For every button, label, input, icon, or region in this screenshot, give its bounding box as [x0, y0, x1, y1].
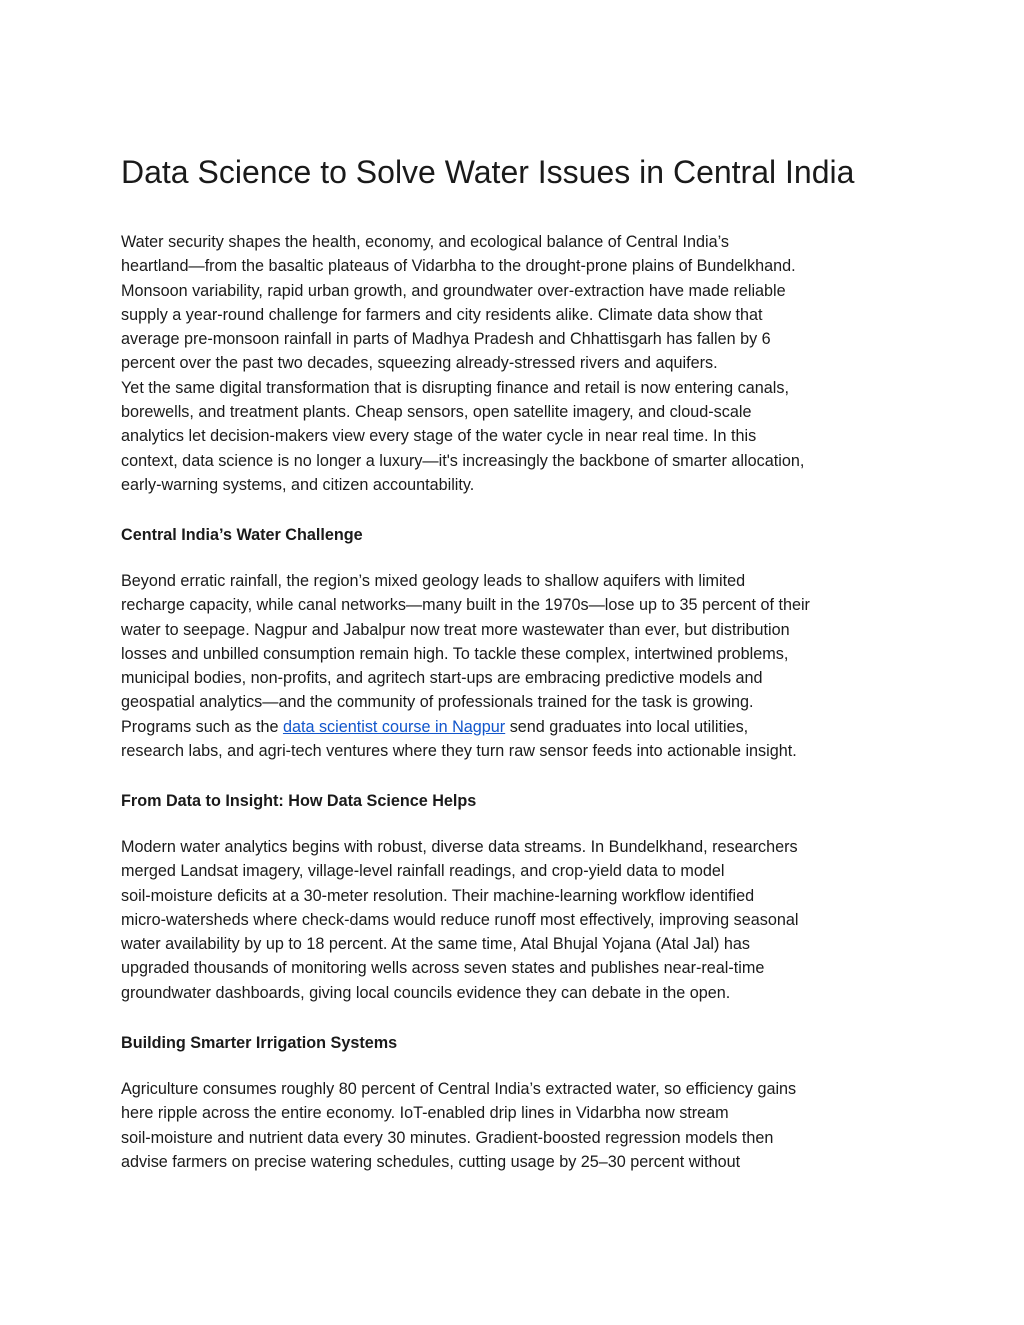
- text-line: analytics let decision-makers view every stage of the water cycle in near real time. In this: [121, 427, 757, 446]
- text-line: merged Landsat imagery, village-level rainfall readings, and crop-yield data to model: [121, 862, 725, 881]
- text-line: borewells, and treatment plants. Cheap sensors, open satellite imagery, and cloud-scale: [121, 403, 752, 422]
- text-line: soil-moisture deficits at a 30-meter resolution. Their machine-learning workflow identified: [121, 886, 755, 905]
- text-line: water to seepage. Nagpur and Jabalpur now treat more wastewater than ever, but distribution: [121, 620, 790, 639]
- text-line: soil-moisture and nutrient data every 30 minutes. Gradient-boosted regression models then: [121, 1128, 774, 1147]
- text-line: Yet the same digital transformation that is disrupting finance and retail is now entering canals,: [121, 378, 789, 397]
- text-line: context, data science is no longer a luxury—it's increasingly the backbone of smarter allocation,: [121, 451, 805, 470]
- intro-paragraph: [121, 230, 804, 497]
- text-line: here ripple across the entire economy. IoT-enabled drip lines in Vidarbha now stream: [121, 1104, 729, 1123]
- section-heading-water-challenge: Central India’s Water Challenge: [121, 526, 363, 544]
- text-line: average pre-monsoon rainfall in parts of Madhya Pradesh and Chhattisgarh has fallen by 6: [121, 330, 771, 349]
- text-line: early-warning systems, and citizen accountability.: [121, 475, 475, 494]
- text-line: Agriculture consumes roughly 80 percent of Central India’s extracted water, so efficiency gains: [121, 1080, 797, 1098]
- text-line: upgraded thousands of monitoring wells across seven states and publishes near-real-time: [121, 959, 765, 978]
- data-to-insight-paragraph: [121, 835, 798, 1005]
- page-title: Data Science to Solve Water Issues in Central India: [121, 154, 855, 190]
- course-link[interactable]: data scientist course in Nagpur: [282, 717, 506, 736]
- text-line: groundwater dashboards, giving local councils evidence they can debate in the open.: [121, 983, 731, 1002]
- text-line: Beyond erratic rainfall, the region’s mixed geology leads to shallow aquifers with limited: [121, 572, 746, 590]
- text-line: Monsoon variability, rapid urban growth, and groundwater over-extraction have made reliable: [121, 281, 786, 300]
- text-line: heartland—from the basaltic plateaus of Vidarbha to the drought-prone plains of Bundelkhand.: [121, 257, 796, 276]
- text-line: supply a year-round challenge for farmers and city residents alike. Climate data show that: [121, 305, 763, 324]
- text-line-with-link: [121, 715, 810, 739]
- text-line: Water security shapes the health, economy, and ecological balance of Central India’s: [121, 233, 729, 251]
- section-heading-smarter-irrigation: Building Smarter Irrigation Systems: [121, 1034, 398, 1052]
- text-line: micro-watersheds where check-dams would reduce runoff most effectively, improving seasonal: [121, 910, 799, 929]
- text-line: geospatial analytics—and the community of professionals trained for the task is growing.: [121, 693, 754, 712]
- smarter-irrigation-paragraph: [121, 1077, 796, 1174]
- text-line: municipal bodies, non-profits, and agritech start-ups are embracing predictive models and: [121, 669, 763, 688]
- text-line: losses and unbilled consumption remain high. To tackle these complex, intertwined problems,: [121, 644, 789, 663]
- text-line: recharge capacity, while canal networks—many built in the 1970s—lose up to 35 percent of their: [121, 596, 810, 615]
- text-fragment: send graduates into local utilities,: [505, 717, 749, 736]
- water-challenge-paragraph: [121, 569, 810, 763]
- text-fragment: Programs such as the: [121, 717, 283, 736]
- section-heading-data-to-insight: From Data to Insight: How Data Science Helps: [121, 792, 477, 810]
- text-line: advise farmers on precise watering schedules, cutting usage by 25–30 percent without: [121, 1152, 741, 1171]
- text-line: water availability by up to 18 percent. At the same time, Atal Bhujal Yojana (Atal Jal) has: [121, 935, 750, 954]
- text-line: percent over the past two decades, squeezing already-stressed rivers and aquifers.: [121, 354, 718, 373]
- text-line: Modern water analytics begins with robust, diverse data streams. In Bundelkhand, researchers: [121, 838, 798, 856]
- text-line: research labs, and agri-tech ventures where they turn raw sensor feeds into actionable insight.: [121, 742, 797, 761]
